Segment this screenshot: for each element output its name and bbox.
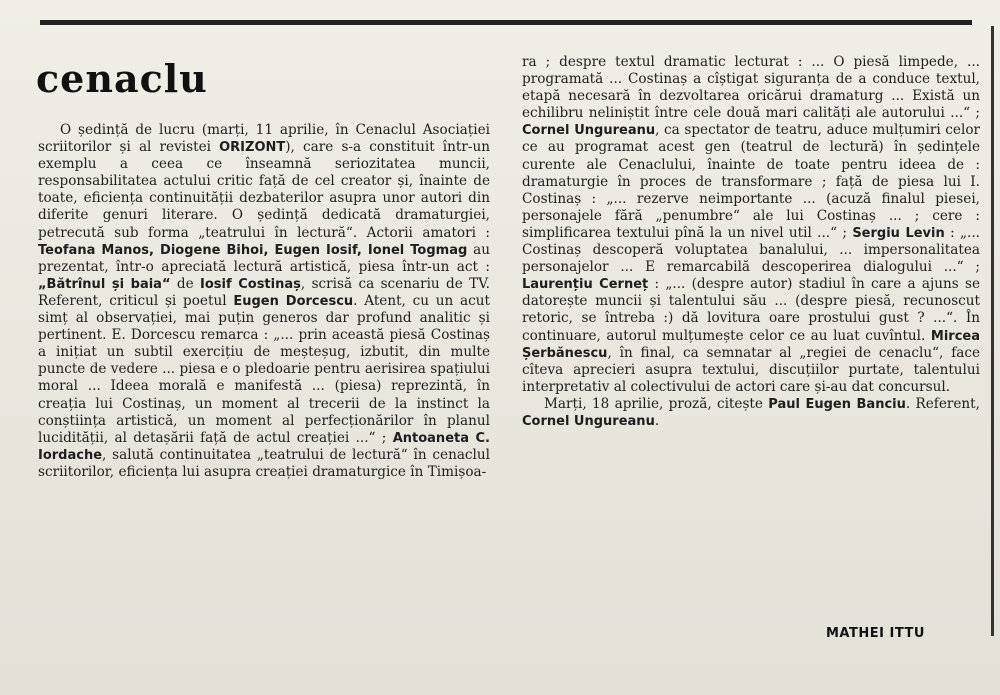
bold-name: Antoaneta C. Iordache <box>38 430 490 463</box>
author-signature: MATHEI ITTU <box>826 626 925 641</box>
bold-name: Teofana Manos, Diogene Bihoi, Eugen Iosif, Ionel Togmag <box>38 242 468 258</box>
bold-name: Mircea Șerbănescu <box>522 328 980 361</box>
text-run: . <box>654 412 660 429</box>
text-run: ), care s-a constituit într-un exemplu a ceea ce înseamnă seriozitatea muncii, responsabilitatea actului critic față de cel creator și, înainte de toate, eficiența continuității dezbaterilor asupra unor autori din diferite genuri literare. O ședință dedicată dramaturgiei, petrecută sub forma „teatrului în lectură“. Actorii amatori : <box>38 139 490 241</box>
text-run: , ca spectator de teatru, aduce mulțumiri celor ce au programat acest gen (teatrul de lectură) în ședințele curente ale Cenaclului, înainte de toate pentru ideea de : dramaturgie în proces de transformare ; față de piesa lui I. Costinaș : „... rezerve neimportante ... (acuză finalul piesei, personajele fără „penumbre“ ale lui Costinaș ... ; cere : simplificarea textului pînă la un nivel util ...“ ; <box>522 122 980 241</box>
bold-name: „Bătrînul și baia“ <box>38 276 171 292</box>
bold-name: ORIZONT <box>219 140 286 156</box>
text-run: , scrisă ca scenariu de TV. Referent, criticul și poetul <box>38 275 491 309</box>
bold-name: Paul Eugen Banciu <box>768 396 906 412</box>
text-run: Marți, 18 aprilie, proză, citește <box>544 395 769 412</box>
closing-note <box>522 396 980 430</box>
article-paragraph-1-continued <box>522 54 980 396</box>
article-paragraph-1 <box>38 122 490 481</box>
bold-name: Iosif Costinaș <box>200 276 301 292</box>
text-run: , salută continuitatea „teatrului de lectură“ în cenaclul scriitorilor, eficiența lui asupra creației dramaturgice în Timișoa- <box>38 446 490 480</box>
text-run: . Referent, <box>905 395 980 412</box>
text-run: , în final, ca semnatar al „regiei de cenaclu“, face cîteva aprecieri asupra textului, discuțiilor purtate, talentului interpretativ al colectivului de actori care și-au dat concursul. <box>522 344 980 395</box>
text-run: ra ; despre textul dramatic lecturat : ... O piesă limpede, ... programată ... Costinaș a cîștigat siguranța de a conduce textul, etapă necesară în dezvoltarea oricărui dramaturg ... Există un echilibru neliniștit între cele două mari calități ale autorului ...“ ; <box>522 54 980 122</box>
bold-name: Cornel Ungureanu <box>522 413 655 429</box>
text-run: O ședință de lucru (marți, 11 aprilie, în Cenaclul Asociației scriitorilor și al revistei <box>38 122 490 156</box>
headline: cenaclu <box>36 56 208 101</box>
top-rule <box>40 20 972 25</box>
right-rule <box>991 26 994 636</box>
text-run: : „... Costinaș descoperă voluptatea banalului, ... impersonalitatea personajelor ... E remarcabilă descoperirea dialogului ...“ ; <box>522 224 980 276</box>
text-run: : „... (despre autor) stadiul în care a ajuns se datorește muncii și talentului său ... (despre piesă, recunoscut retoric, se întreba :) dă lovitura oare prostului gust ? ...“. În continuare, autorul mulțumește celor ce au luat cuvîntul. <box>522 276 980 344</box>
left-column <box>38 122 490 481</box>
right-column <box>522 54 980 430</box>
text-run: . Atent, cu un acut simț al observației, mai puțin generos dar profund analitic și pertinent. E. Dorcescu remarca : „... prin această piesă Costinaș a inițiat un subtil exercițiu de meșteșug, izbutit, din multe puncte de vedere ... piesa e o pledoarie pentru aerisirea spațiului moral ... Ideea morală e manifestă ... (piesa) reprezintă, în creația lui Costinaș, un moment al trecerii de la instinct la conștiința artistică, un moment al perfecționărilor în planul lucidității, al detașării față de actul creației ...“ ; <box>38 292 490 446</box>
text-run: de <box>170 275 201 292</box>
bold-name: Laurențiu Cerneț <box>522 277 649 293</box>
bold-name: Eugen Dorcescu <box>233 293 354 309</box>
text-run: au prezentat, într-o apreciată lectură artistică, piesa într-un act : <box>38 241 490 275</box>
bold-name: Cornel Ungureanu <box>522 123 656 139</box>
bold-name: Sergiu Levin <box>852 225 945 241</box>
